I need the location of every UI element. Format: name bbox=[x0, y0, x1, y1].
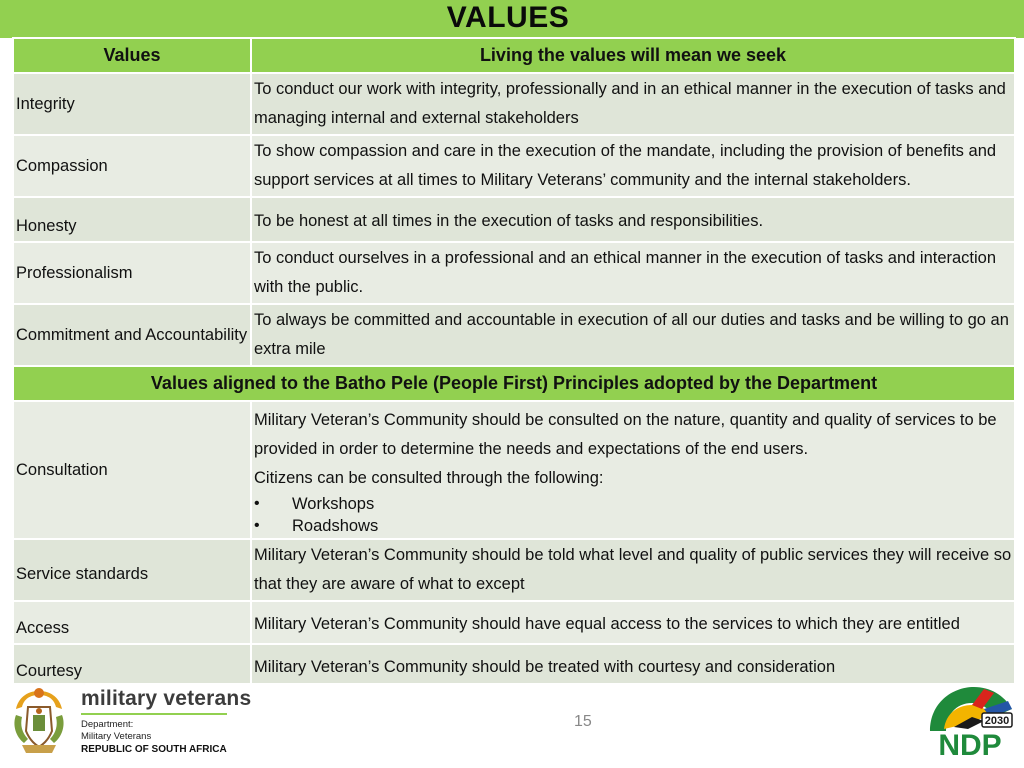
meaning-professionalism: To conduct ourselves in a professional and an ethical manner in the execution of tasks and interaction with the public. bbox=[251, 242, 1015, 304]
ndp-2030-logo-icon bbox=[924, 683, 1016, 758]
table-row bbox=[13, 539, 1015, 601]
header-meaning: Living the values will mean we seek bbox=[251, 38, 1015, 73]
meaning-service-standards: Military Veteran’s Community should be told what level and quality of public services they will receive so that they are aware of what to except bbox=[251, 539, 1015, 601]
dept-line-3: REPUBLIC OF SOUTH AFRICA bbox=[81, 744, 227, 755]
slide-title: VALUES bbox=[446, 1, 570, 34]
meaning-access: Military Veteran’s Community should have equal access to the services to which they are entitled bbox=[251, 601, 1015, 644]
table-row bbox=[13, 135, 1015, 197]
table-row bbox=[13, 644, 1015, 687]
page-number: 15 bbox=[574, 713, 592, 730]
table-row bbox=[13, 601, 1015, 644]
value-consultation: Consultation bbox=[13, 401, 251, 539]
table-row bbox=[13, 401, 1015, 539]
table-row bbox=[13, 304, 1015, 366]
meaning-integrity: To conduct our work with integrity, professionally and in an ethical manner in the execution of tasks and managing internal and external stakeholders bbox=[251, 73, 1015, 135]
section-header-row bbox=[13, 366, 1015, 401]
ndp-year: 2030 bbox=[984, 715, 1010, 727]
value-courtesy: Courtesy bbox=[13, 644, 251, 687]
meaning-honesty: To be honest at all times in the execution of tasks and responsibilities. bbox=[251, 197, 1015, 242]
meaning-courtesy: Military Veteran’s Community should be treated with courtesy and consideration bbox=[251, 644, 1015, 687]
values-table bbox=[12, 37, 1016, 688]
value-compassion: Compassion bbox=[13, 135, 251, 197]
list-item: • Roadshows bbox=[292, 515, 1012, 537]
value-integrity: Integrity bbox=[13, 73, 251, 135]
footer bbox=[0, 683, 1024, 768]
dept-line-1: Department: bbox=[81, 719, 134, 730]
section-header: Values aligned to the Batho Pele (People First) Principles adopted by the Department bbox=[13, 366, 1015, 401]
meaning-consultation bbox=[251, 401, 1015, 539]
consultation-text: Military Veteran’s Community should be consulted on the nature, quantity and quality of services to be provided in order to determine the needs and expectations of the end users. bbox=[254, 411, 997, 458]
table-row bbox=[13, 242, 1015, 304]
meaning-compassion: To show compassion and care in the execution of the mandate, including the provision of benefits and support services at all times to Military Veterans’ community and the internal stakeholders. bbox=[251, 135, 1015, 197]
header-values: Values bbox=[13, 38, 251, 73]
dept-line-2: Military Veterans bbox=[81, 731, 152, 742]
brand-divider bbox=[81, 713, 227, 715]
brand-block bbox=[81, 687, 251, 756]
value-honesty: Honesty bbox=[13, 197, 251, 242]
value-service-standards: Service standards bbox=[13, 539, 251, 601]
value-professionalism: Professionalism bbox=[13, 242, 251, 304]
value-commitment: Commitment and Accountability bbox=[13, 304, 251, 366]
consultation-bullets bbox=[254, 493, 1012, 537]
ndp-text: NDP bbox=[938, 729, 1002, 758]
table-row bbox=[13, 73, 1015, 135]
list-item: • Workshops bbox=[292, 493, 1012, 515]
table-header-row bbox=[13, 38, 1015, 73]
coat-of-arms-icon bbox=[8, 685, 70, 757]
brand-name: military veterans bbox=[81, 687, 252, 710]
consultation-extra: Citizens can be consulted through the following: bbox=[254, 469, 604, 487]
table-row bbox=[13, 197, 1015, 242]
value-access: Access bbox=[13, 601, 251, 644]
meaning-commitment: To always be committed and accountable in execution of all our duties and tasks and be willing to go an extra mile bbox=[251, 304, 1015, 366]
